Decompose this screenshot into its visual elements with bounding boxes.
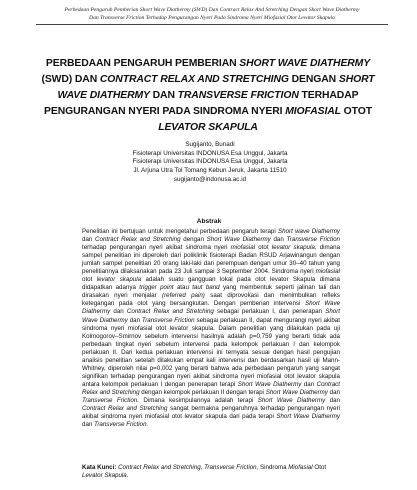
abstract-text: sebagai perlakuan II, dapat mengurangi nyeri akibat sindroma nyeri miofasial otot levator skapula. Dalam penelitian yang dilakukan pada uji Kolmogorov–Smirnov sebelum intervensi hasilnya adalah p=0,759 yang berarti tidak ada perbedaan tingkat nyeri sebelum intervensi pada kelompok perlakuan I dan kelompok perlakuan II. Dari kedua perlakuan intervensi ini ternyata sesuai dengan hasil pengujian analisis penelitian setelah dilakukan empat kali intervensi dan berdasarkan hasil uji Mann-Whitney, diperoleh nilai p=0,002 yang berarti bahwa ada perbedaan pengaruh yang sangat signifikan terhadap pengurangan nyeri akibat sindroma nyeri miofasial otot levator skapula antara kelompok perlakuan I dengan penerapan terapi: [82, 316, 340, 388]
abstract-term: Short Wave Diathermy: [206, 236, 271, 244]
abstract-text: Dimana kesimpulannya adalah terapi: [138, 396, 258, 404]
abstract-term: Contract Relax and Stretching: [126, 308, 214, 316]
abstract-text: dan: [325, 396, 340, 404]
title-italic-text: LEVATOR SKAPULA: [158, 122, 258, 133]
abstract-text: , dimana sampel penelitian ini diperoleh dari poliklinik fisioterapi Badan RSUD Arjawinangun dengan jumlah sampel penelitian 20 orang laki-laki dan perempuan dengan umur 30–40 tahun yang penelitiannya dilaksanakan pada 23 Juli sampai 3 September 2004. Sindroma nyeri: [82, 244, 341, 276]
title-italic-text: SHORT WAVE DIATHERMY: [239, 58, 371, 69]
title-italic-text: CONTRACT RELAX AND STRETCHING: [99, 74, 289, 85]
keyword-term: Levator Skapula.: [82, 472, 129, 479]
keyword-term: Miofasial: [288, 464, 313, 471]
title-text: (SWD) DAN: [41, 74, 100, 85]
abstract-text: dengan: [180, 236, 207, 244]
abstract-text: dan: [82, 236, 96, 244]
title-italic-text: MIOFASIAL: [285, 106, 341, 117]
abstract-term: Short wave Diathermy: [278, 228, 340, 235]
abstract-text: yang membentuk seperti jalinan tali dan dirasakan nyeri menjalar: [82, 284, 340, 300]
abstract-text: Penelitian ini bertujuan untuk mengetahui perbedaan pengaruh terapi: [82, 228, 279, 235]
abstract-paragraph: [82, 228, 340, 429]
header-divider: [36, 24, 388, 25]
abstract-term: Transverse Friction: [141, 316, 195, 324]
author-address: Jl. Arjuna Utra Tol Tomang Kebun Jeruk, Jakarta 11510: [133, 167, 287, 175]
keywords: [82, 464, 340, 480]
keyword-term: Contract Relax and Stretching, Transverse Friction,: [116, 464, 259, 471]
paper-title: [30, 56, 386, 136]
abstract-term: Short Wave Diathermy: [237, 380, 302, 388]
title-italic-text: SHORT WAVE DIATHERMY: [57, 74, 375, 101]
title-text: OTOT: [340, 106, 372, 117]
author-affiliation: Fisioterapi Universitas INDONUSA Esa Unggul, Jakarta: [132, 149, 288, 157]
abstract-term: Contract Relax and Stretching: [95, 236, 181, 244]
title-text: DENGAN: [288, 74, 339, 85]
abstract-term: Transverse Friction: [286, 236, 340, 244]
keyword-text: Otot: [312, 464, 327, 471]
abstract-text: dan: [327, 388, 340, 396]
abstract-text: dan: [270, 236, 287, 244]
abstract-text: terhadap pengurangan nyeri akibat sindroma nyeri: [82, 244, 231, 252]
abstract-term: Short Wave Diathermy: [276, 413, 340, 421]
abstract-heading: Abstrak: [196, 218, 222, 225]
abstract-text: dengan kelompok perlakuan II dengan terapi: [139, 388, 266, 396]
title-text: TERHADAP PENGURANGAN NYERI PADA SINDROMA NYERI: [44, 90, 359, 117]
abstract-text: dan: [301, 380, 317, 388]
author-names: Sugijanto, Bunadi: [185, 141, 235, 148]
abstract-text: otot: [255, 244, 272, 252]
title-text: DAN: [149, 90, 178, 101]
abstract-text: sebagai perlakuan I, dan penerapan: [213, 308, 326, 316]
abstract-term: Transverse Friction.: [82, 396, 139, 404]
abstract-term: Transverse Friction.: [94, 421, 149, 429]
abstract-term: miofasial: [230, 244, 256, 252]
abstract-term: Short Wave Diathermy: [265, 388, 328, 396]
running-header-line-1: Perbedaan Pengaruh Pemberian Short Wave Diathermy (SWD) Dan Contract Relax And Stretching Dengan Short Wave Diathermy: [64, 7, 360, 13]
keyword-text: Sindroma: [258, 464, 289, 471]
abstract-text: dan: [110, 308, 127, 316]
author-email: sugijanto@indonusa.ac.id: [173, 175, 247, 183]
title-italic-text: TRANSVERSE FRICTION: [177, 90, 299, 101]
abstract-term: Short Wave Diathermy: [82, 308, 340, 324]
running-header-line-2: Dan Transverse Friction Terhadap Pengurangan Nyeri Pada Sindroma Nyeri Miofasial Otot Levator Skapula: [89, 15, 335, 21]
abstract-text: dan: [127, 316, 142, 324]
abstract-text: atau: [173, 284, 193, 292]
abstract-term: Contract Relax and Stretching: [82, 380, 340, 396]
author-block: [100, 141, 320, 185]
abstract-body: [82, 228, 340, 429]
author-affiliation: Fisioterapi Universitas INDONUSA Esa Unggul, Jakarta: [132, 158, 288, 166]
abstract-text: adalah suatu gangguan lokal pada otot levator Skapula dimana didapatkan adanya: [82, 276, 340, 292]
abstract-text: dan: [82, 421, 95, 429]
running-header: [38, 6, 386, 22]
abstract-text: sangat bermakna pengaruhnya terhadap pengurangan nyeri akibat sindroma nyeri miofasial otot levator skapula dari pada terapi: [82, 405, 341, 421]
abstract-text: saat diprovokasi dan menimbulkan refleks ketegangan pada otot yang bersangkutan. Dengan pemberian intervensi: [82, 292, 340, 308]
abstract-term: Contract Relax and Stretching: [82, 405, 168, 413]
abstract-term: (referred pain): [162, 292, 205, 300]
abstract-text: otot: [82, 276, 97, 284]
abstract-term: levator skapula: [96, 276, 142, 284]
abstract-term: Short Wave Diathermy: [257, 396, 326, 404]
abstract-term: levator skapula: [271, 244, 315, 252]
keywords-label: Kata Kunci:: [82, 464, 117, 471]
abstract-term: taut band: [192, 284, 220, 292]
title-text: PERBEDAAN PENGARUH PEMBERIAN: [45, 58, 240, 69]
abstract-term: miofasial: [315, 268, 340, 276]
abstract-term: trigger point: [139, 284, 174, 292]
abstract-term: Short Wave Diathermy: [82, 300, 340, 316]
